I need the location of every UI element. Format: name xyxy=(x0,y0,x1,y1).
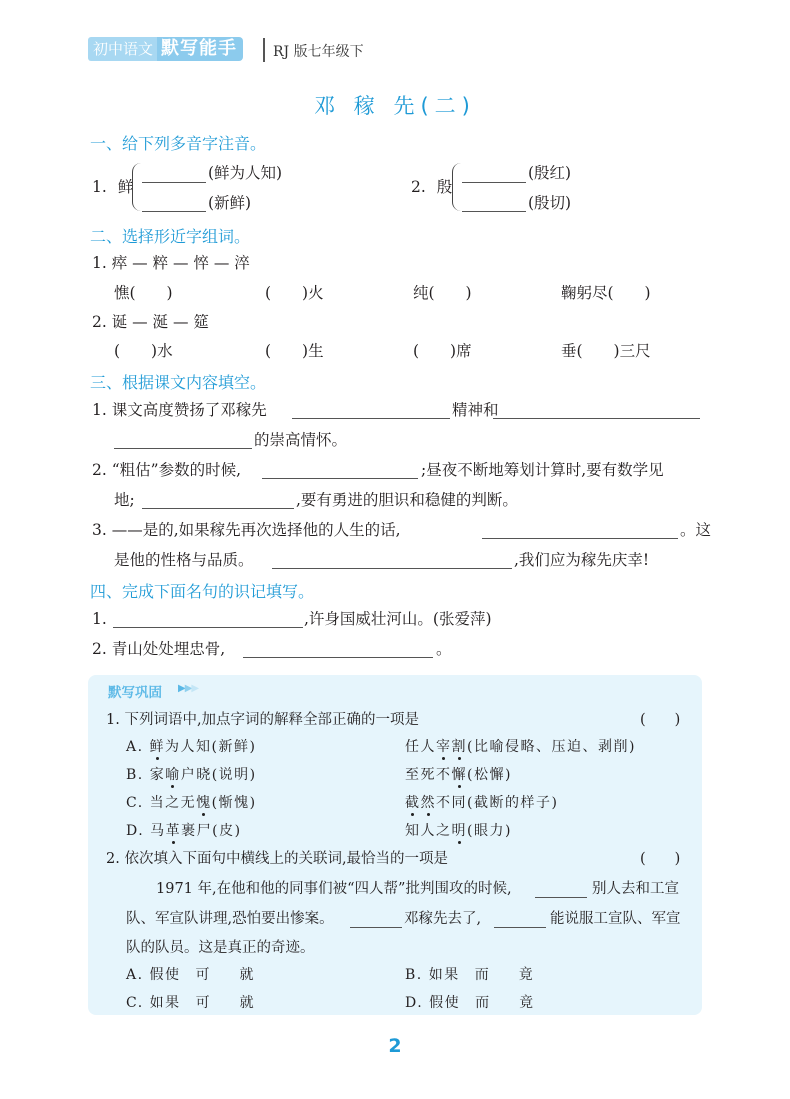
review-q1-option-c-left[interactable] xyxy=(126,793,257,813)
s4-q1-num: 1. xyxy=(92,610,107,628)
answer-blank[interactable] xyxy=(113,609,303,628)
s2-cell[interactable]: 鞠躬尽( ) xyxy=(561,284,651,302)
answer-blank[interactable] xyxy=(262,460,418,479)
s1-item-2-char: 殷 xyxy=(436,178,453,196)
review-q2-passage: 别人去和工宣 xyxy=(592,881,679,897)
option-letter: B. xyxy=(405,967,423,983)
option-word: 竟 xyxy=(518,967,535,983)
option-letter: A. xyxy=(126,739,144,755)
option-word: 假使 xyxy=(149,967,181,983)
s3-q3-text: 是他的性格与品质。 xyxy=(114,551,254,569)
review-q1-option-d-right: 知人之明(眼力) xyxy=(405,823,512,839)
answer-blank[interactable] xyxy=(482,520,678,539)
option-word: 而 xyxy=(475,995,491,1011)
review-q2-passage: 队、军宣队讲理,恐怕要出惨案。 xyxy=(126,911,334,927)
s1-word: (殷切) xyxy=(528,194,572,212)
s2-cell[interactable]: ( )火 xyxy=(265,284,324,302)
s3-q3-text: 。这 xyxy=(680,521,712,539)
review-q2-option-d[interactable] xyxy=(405,993,535,1013)
s2-group-2-label: 2. 诞 — 涎 — 筵 xyxy=(92,313,209,331)
arrow-icons xyxy=(178,683,198,694)
review-q1-option-d-left[interactable] xyxy=(126,821,242,841)
s1-item-1-char: 鲜 xyxy=(117,178,134,196)
s3-q2-text: ;昼夜不断地筹划计算时,要有数学见 xyxy=(421,461,664,479)
review-q1-option-b-right: 至死不懈(松懈) xyxy=(405,767,512,783)
s3-q3-text: ,我们应为稼先庆幸! xyxy=(514,551,650,569)
review-title: 默写巩固 xyxy=(108,685,162,701)
review-q2-option-b[interactable] xyxy=(405,965,534,985)
pinyin-blank[interactable] xyxy=(142,164,206,183)
s3-q1-text: 1. 课文高度赞扬了邓稼先 xyxy=(92,401,267,419)
pinyin-blank[interactable] xyxy=(462,193,526,212)
option-word: 就 xyxy=(239,967,256,983)
answer-blank[interactable] xyxy=(535,879,587,898)
section-4-heading: 四、完成下面名句的识记填写。 xyxy=(90,582,315,601)
review-q1-answer[interactable]: ( ) xyxy=(640,712,681,728)
option-word: 就 xyxy=(239,995,256,1011)
pinyin-blank[interactable] xyxy=(462,164,526,183)
s3-q2-text: ,要有勇进的胆识和稳健的判断。 xyxy=(296,491,518,509)
answer-blank[interactable] xyxy=(493,400,700,419)
review-q2-answer[interactable]: ( ) xyxy=(640,851,681,867)
option-word: 假使 xyxy=(429,995,461,1011)
answer-blank[interactable] xyxy=(292,400,450,419)
s1-item-1-label xyxy=(92,177,133,197)
edition-label: RJ 版七年级下 xyxy=(273,44,364,60)
review-q1-option-b-left[interactable] xyxy=(126,765,257,785)
s2-group-1-label: 1. 瘁 — 粹 — 悴 — 淬 xyxy=(92,254,250,272)
s2-cell[interactable]: 纯( ) xyxy=(413,284,472,302)
s2-cell[interactable]: 垂( )三尺 xyxy=(561,342,651,360)
review-q2-option-a[interactable] xyxy=(126,965,255,985)
s1-item-2-num: 2. xyxy=(411,178,426,196)
answer-blank[interactable] xyxy=(243,639,433,658)
s1-word: (鲜为人知) xyxy=(208,164,283,182)
option-word: 可 xyxy=(195,995,212,1011)
s3-q3-text: 3. ——是的,如果稼先再次选择他的人生的话, xyxy=(92,521,401,539)
answer-blank[interactable] xyxy=(350,909,402,928)
s1-word: (殷红) xyxy=(528,164,572,182)
page-title: 邓 稼 先(二) xyxy=(314,94,476,118)
answer-blank[interactable] xyxy=(272,550,512,569)
s3-q1-text: 精神和 xyxy=(452,401,499,419)
s2-cell[interactable]: 憔( ) xyxy=(114,284,173,302)
review-q2-passage: 队的队员。这是真正的奇迹。 xyxy=(126,940,315,956)
s3-q2-text: 2. “粗估”参数的时候, xyxy=(92,461,241,479)
review-q2-passage: 能说服工宣队、军宣 xyxy=(550,911,681,927)
option-letter: C. xyxy=(126,995,144,1011)
header-divider xyxy=(263,38,265,62)
play-arrow-icon: ▶ xyxy=(178,683,185,694)
s3-q1-text: 的崇高情怀。 xyxy=(254,431,348,449)
s2-cell[interactable]: ( )水 xyxy=(114,342,173,360)
page-number: 2 xyxy=(388,1035,402,1057)
s1-word: (新鲜) xyxy=(208,194,252,212)
option-letter: D. xyxy=(126,823,145,839)
answer-blank[interactable] xyxy=(494,909,546,928)
review-q1-stem: 1. 下列词语中,加点字词的解释全部正确的一项是 xyxy=(106,712,420,728)
pinyin-blank[interactable] xyxy=(142,193,206,212)
play-arrow-icon: ▶ xyxy=(184,683,192,694)
answer-blank[interactable] xyxy=(142,490,294,509)
play-arrow-icon: ▶ xyxy=(191,683,199,694)
option-word: 竟 xyxy=(519,995,535,1011)
s2-cell[interactable]: ( )席 xyxy=(413,342,472,360)
option-text: 家喻户晓(说明) xyxy=(149,767,257,783)
s4-q2-end: 。 xyxy=(436,640,452,658)
s4-q2-text: 2. 青山处处埋忠骨, xyxy=(92,640,226,658)
section-2-heading: 二、选择形近字组词。 xyxy=(90,227,251,246)
series-title: 默写能手 xyxy=(157,37,243,61)
s4-q1-text: ,许身国威壮河山。(张爱萍) xyxy=(304,610,492,628)
answer-blank[interactable] xyxy=(114,430,252,449)
option-letter: A. xyxy=(126,967,144,983)
brace xyxy=(452,163,461,211)
option-text: 马革裹尸(皮) xyxy=(150,823,242,839)
option-word: 而 xyxy=(474,967,491,983)
s3-q2-text: 地; xyxy=(114,491,135,509)
review-q1-option-a-right: 任人宰割(比喻侵略、压迫、剥削) xyxy=(405,739,636,755)
option-text: 鲜为人知(新鲜) xyxy=(149,739,257,755)
brace xyxy=(132,163,141,211)
review-q1-option-a-left[interactable] xyxy=(126,737,256,757)
series-name: 初中语文 xyxy=(88,37,157,61)
review-q2-passage: 1971 年,在他和他的同事们被“四人帮”批判围攻的时候, xyxy=(156,881,512,897)
option-letter: C. xyxy=(126,795,144,811)
s1-item-2-label xyxy=(411,177,452,197)
option-word: 如果 xyxy=(149,995,181,1011)
option-letter: B. xyxy=(126,767,144,783)
review-q1-option-c-right: 截然不同(截断的样子) xyxy=(405,795,559,811)
s2-cell[interactable]: ( )生 xyxy=(265,342,324,360)
option-word: 如果 xyxy=(428,967,460,983)
s1-item-1-num: 1. xyxy=(92,178,107,196)
section-1-heading: 一、给下列多音字注音。 xyxy=(90,134,267,153)
series-brand xyxy=(88,36,243,62)
review-q2-passage: 邓稼先去了, xyxy=(404,911,482,927)
review-q2-stem: 2. 依次填入下面句中横线上的关联词,最恰当的一项是 xyxy=(106,851,449,867)
option-text: 当之无愧(惭愧) xyxy=(149,795,257,811)
review-q2-option-c[interactable] xyxy=(126,993,255,1013)
option-letter: D. xyxy=(405,995,424,1011)
section-3-heading: 三、根据课文内容填空。 xyxy=(90,373,267,392)
option-word: 可 xyxy=(195,967,212,983)
